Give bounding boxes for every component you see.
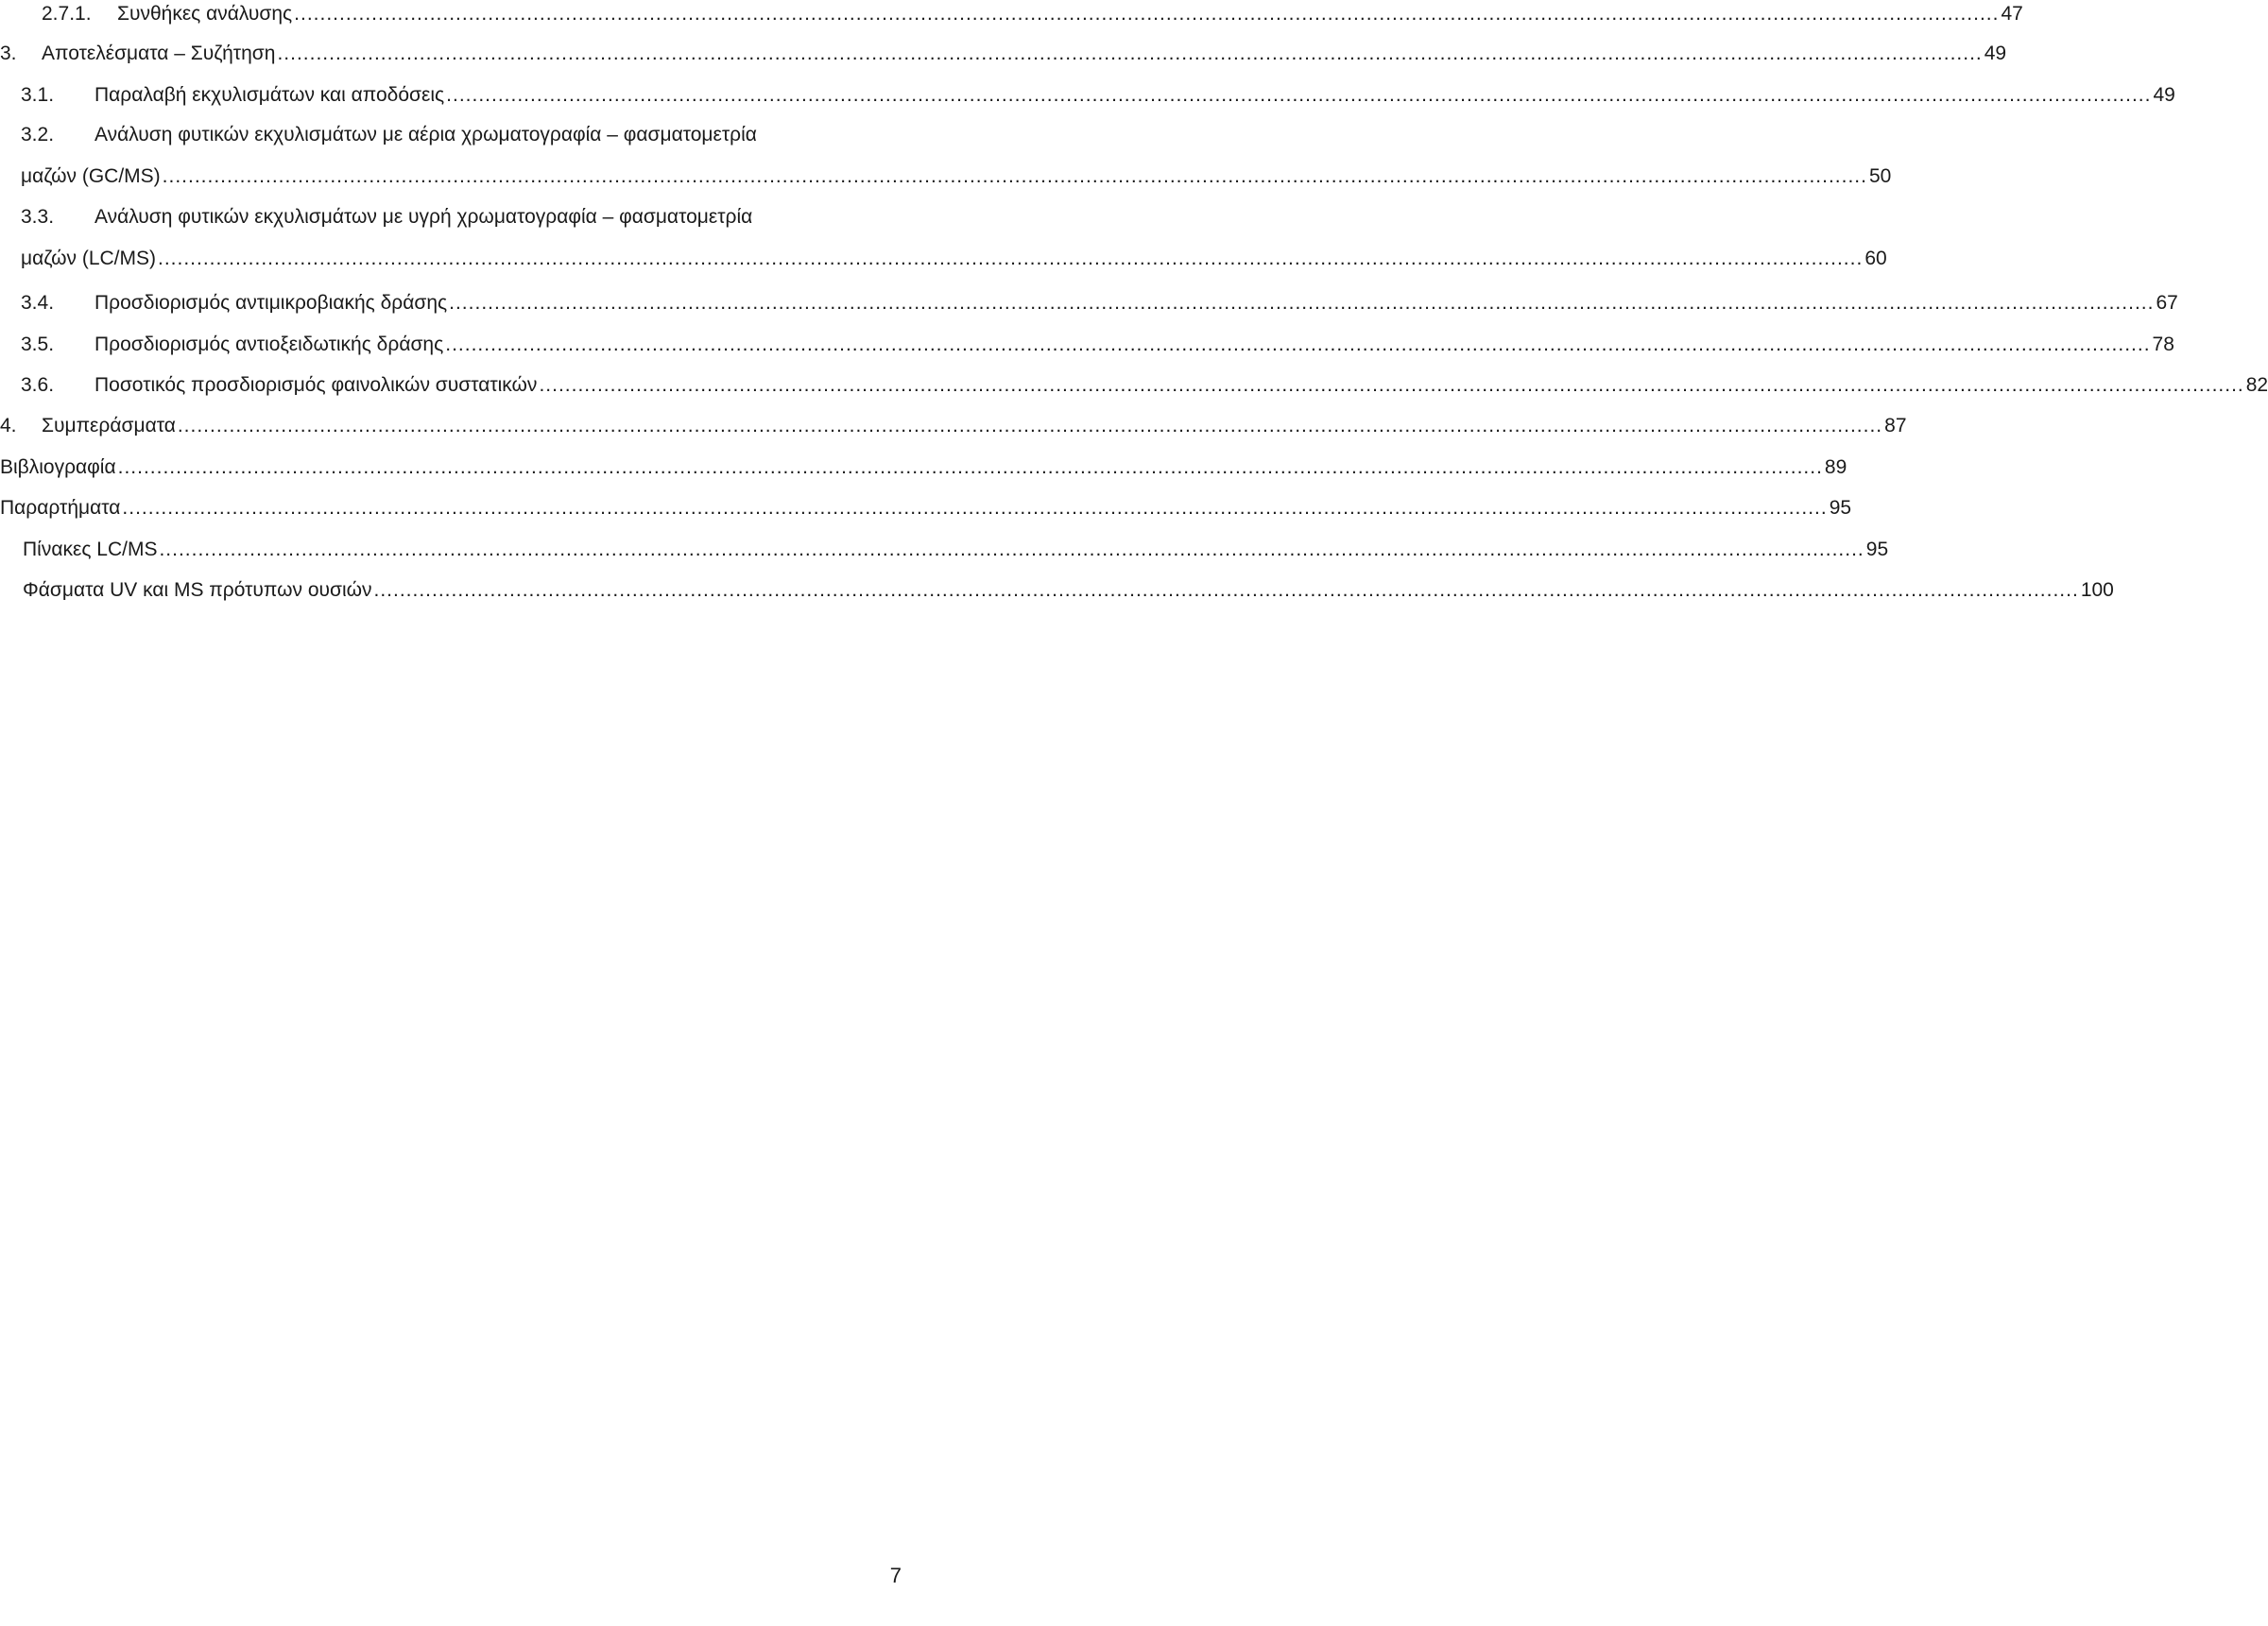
toc-entry-title: Συνθήκες ανάλυσης xyxy=(117,3,293,25)
toc-entry-page: 49 xyxy=(2153,84,2175,106)
toc-entry-page: 89 xyxy=(1824,456,1847,478)
toc-dot-leader xyxy=(374,576,2079,605)
toc-entry-number: 4. xyxy=(0,415,17,436)
toc-entry-page: 50 xyxy=(1868,165,1892,187)
toc-dot-leader xyxy=(445,331,2150,359)
toc-dot-leader xyxy=(277,40,1982,68)
toc-dot-leader xyxy=(446,81,2151,110)
toc-entry-number: 3.5. xyxy=(21,334,55,355)
toc-dot-leader xyxy=(163,163,1867,191)
toc-entry-page: 60 xyxy=(1864,248,1887,269)
toc-entry[interactable] xyxy=(0,494,1852,522)
toc-entry[interactable] xyxy=(0,576,2114,605)
toc-entry-page: 67 xyxy=(2156,292,2178,314)
toc-entry[interactable] xyxy=(0,454,1847,482)
toc-dot-leader xyxy=(118,454,1823,482)
toc-entry-title: Βιβλιογραφία xyxy=(0,456,116,478)
toc-dot-leader xyxy=(449,289,2154,317)
toc-entry-title: μαζών (LC/MS) xyxy=(21,248,156,269)
toc-entry-page: 82 xyxy=(2245,374,2268,396)
toc-entry-number: 3.1. xyxy=(21,84,55,106)
toc-dot-leader xyxy=(159,536,1864,564)
toc-entry-title: Παραρτήματα xyxy=(0,497,121,519)
toc-entry-page: 95 xyxy=(1829,497,1852,519)
toc-dot-leader xyxy=(158,245,1863,273)
toc-entry-page: 95 xyxy=(1865,539,1889,560)
toc-entry[interactable] xyxy=(0,289,2178,317)
toc-entry-page: 78 xyxy=(2152,334,2174,355)
toc-entry-title: Προσδιορισμός αντιοξειδωτικής δράσης xyxy=(94,334,444,355)
toc-entry-number: 3.3. xyxy=(21,206,55,228)
toc-entry-title: Φάσματα UV και MS πρότυπων ουσιών xyxy=(23,579,372,601)
toc-dot-leader xyxy=(539,371,2243,400)
toc-entry[interactable] xyxy=(0,0,2023,28)
toc-entry-number: 3.2. xyxy=(21,124,55,145)
toc-entry-title: Ποσοτικός προσδιορισμός φαινολικών συστατικών xyxy=(94,374,538,396)
toc-entry-title: Προσδιορισμός αντιμικροβιακής δράσης xyxy=(94,292,448,314)
toc-entry-title: Παραλαβή εκχυλισμάτων και αποδόσεις xyxy=(94,84,445,106)
toc-entry-title-line1: Ανάλυση φυτικών εκχυλισμάτων με αέρια χρωματογραφία – φασματομετρία xyxy=(94,124,757,145)
toc-dot-leader xyxy=(178,412,1882,440)
toc-entry-title: Αποτελέσματα – Συζήτηση xyxy=(42,43,276,64)
toc-entry[interactable] xyxy=(0,203,1887,273)
toc-entry-page: 49 xyxy=(1984,43,2007,64)
toc-entry[interactable] xyxy=(0,536,1889,564)
toc-entry-number: 2.7.1. xyxy=(42,3,92,25)
toc-entry-title: Πίνακες LC/MS xyxy=(23,539,158,560)
toc-entry[interactable] xyxy=(0,81,2175,110)
toc-dot-leader xyxy=(294,0,1999,28)
toc-entry-page: 87 xyxy=(1884,415,1907,436)
toc-entry[interactable] xyxy=(0,121,1892,191)
toc-dot-leader xyxy=(122,494,1827,522)
page-number: 7 xyxy=(889,1564,902,1587)
toc-entry[interactable] xyxy=(0,331,2174,359)
toc-entry-page: 47 xyxy=(2001,3,2023,25)
toc-entry-title: Συμπεράσματα xyxy=(42,415,176,436)
toc-entry-number: 3.4. xyxy=(21,292,55,314)
toc-entry[interactable] xyxy=(0,40,2007,68)
toc-entry-title-line1: Ανάλυση φυτικών εκχυλισμάτων με υγρή χρωματογραφία – φασματομετρία xyxy=(94,206,753,228)
toc-entry-page: 100 xyxy=(2080,579,2114,601)
toc-entry-number: 3. xyxy=(0,43,17,64)
toc-entry[interactable] xyxy=(0,371,2268,400)
toc-entry-title: μαζών (GC/MS) xyxy=(21,165,161,187)
toc-entry[interactable] xyxy=(0,412,1907,440)
toc-entry-number: 3.6. xyxy=(21,374,55,396)
